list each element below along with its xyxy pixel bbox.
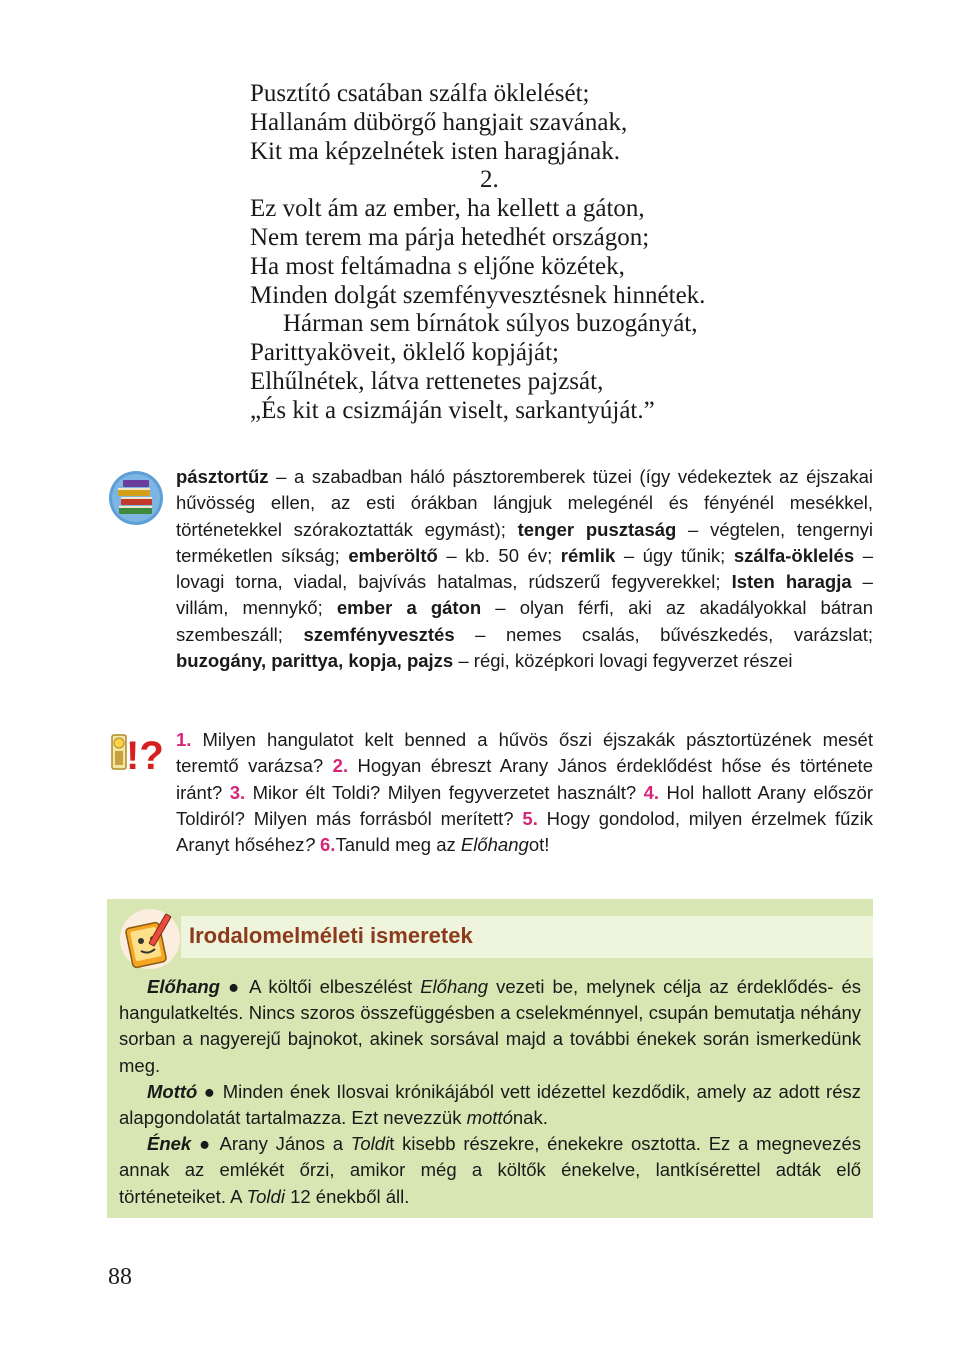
glossary-definition: – a szabadban háló pásztoremberek tüzei (így védekeztek az éjszakai hűvösség ellen, az esti órákban lángjuk melegénél és fényénél mesékkel, történetekkel szórakoztatták egymást); bbox=[176, 466, 873, 540]
glossary-term: szálfa-öklelés bbox=[733, 544, 855, 566]
books-icon bbox=[108, 470, 164, 526]
poem-line: Ha most feltámadna s eljőne közétek, bbox=[250, 252, 625, 280]
question-number: 6. bbox=[320, 834, 336, 856]
glossary-term: rémlik bbox=[560, 544, 616, 566]
theory-term: Mottó bbox=[147, 1080, 198, 1102]
theory-italic: mottó bbox=[466, 1107, 513, 1129]
glossary bbox=[108, 464, 873, 674]
theory-text: ● Arany János a bbox=[191, 1133, 351, 1155]
theory-term: Ének bbox=[147, 1133, 192, 1155]
theory-italic: Toldi bbox=[246, 1185, 285, 1207]
glossary-term: ember a gáton bbox=[336, 597, 482, 619]
glossary-term: Isten haragja bbox=[731, 571, 852, 593]
glossary-definition: – kb. 50 év; bbox=[437, 544, 561, 566]
glossary-term: szemfényvesztés bbox=[303, 623, 455, 645]
question-number: 1. bbox=[176, 729, 192, 750]
theory-paragraph bbox=[119, 974, 861, 1079]
notebook-pencil-icon bbox=[117, 907, 183, 971]
stanza-number: 2. bbox=[480, 166, 499, 194]
glossary-definition: – lovagi torna, viadal, bajvívás hatalmas, rúdszerű fegyverekkel; bbox=[176, 544, 873, 593]
question: Hogyan ébreszt Arany János érdeklődést hőse és története iránt? bbox=[176, 755, 873, 803]
glossary-term: emberöltő bbox=[348, 544, 438, 566]
theory-text: 12 énekből áll. bbox=[284, 1185, 410, 1207]
theory-italic: Előhang bbox=[420, 976, 489, 997]
poem-line: Hárman sem bírnátok súlyos buzogányát, bbox=[283, 310, 698, 338]
poem-line: Ez volt ám az ember, ha kellett a gáton, bbox=[250, 195, 645, 223]
poem-line: Pusztító csatában szálfa öklelését; bbox=[250, 80, 590, 107]
questions-text bbox=[108, 727, 873, 858]
theory-body bbox=[119, 974, 861, 1210]
page-number: 88 bbox=[108, 1264, 132, 1290]
glossary-text bbox=[108, 464, 873, 674]
question: Hol hallott Arany először Toldiról? Milyen más forrásból merített? bbox=[176, 781, 873, 829]
theory-paragraph bbox=[119, 1079, 861, 1131]
question: Tanuld meg az bbox=[335, 834, 461, 856]
question: Mikor élt Toldi? Milyen fegyverzetet használt? bbox=[245, 781, 644, 803]
theory-text: t kisebb részekre, énekekre osztotta. Ez a megnevezés annak az emlékét őrzi, amikor még a költők énekelve, lantkísérettel adták elő történeteiket. A bbox=[119, 1133, 861, 1207]
question: Hogy gondolod, milyen érzelmek fűzik Aranyt hőséhez bbox=[176, 807, 873, 856]
theory-text: vezeti be, melynek célja az érdeklődés- és hangulatkeltés. Nincs szoros összefüggésben a cselekménnyel, csupán bemutatja néhány sorban a nagyerejű bajnokot, akinek sorsával majd a további énekek során ismerkedünk meg. bbox=[119, 976, 861, 1076]
question-number: 3. bbox=[229, 781, 246, 803]
question-italic: Előhang bbox=[460, 834, 529, 856]
question-mark: ? bbox=[304, 834, 315, 856]
theory-paragraph bbox=[119, 1131, 861, 1210]
poem-line: Hallanám dübörgő hangjait szavának, bbox=[250, 108, 628, 136]
glossary-definition: – végtelen, tengernyi terméketlen síkság; bbox=[176, 518, 873, 566]
poem-line: „És kit a csizmáján viselt, sarkantyúját.” bbox=[250, 396, 655, 424]
poem-line: Nem terem ma párja hetedhét országon; bbox=[250, 223, 650, 251]
glossary-definition: – úgy tűnik; bbox=[615, 544, 734, 566]
theory-term: Előhang bbox=[147, 976, 220, 997]
glossary-term: buzogány, parittya, kopja, pajzs bbox=[176, 650, 454, 672]
glossary-definition: – nemes csalás, bűvészkedés, varázslat; bbox=[454, 623, 873, 645]
question-exclamation-icon bbox=[108, 729, 166, 777]
poem-line: Minden dolgát szemfényvesztésnek hinnétek. bbox=[250, 281, 706, 309]
theory-title: Irodalomelméleti ismeretek bbox=[189, 923, 473, 948]
question-number: 5. bbox=[522, 807, 538, 829]
question: Milyen hangulatot kelt benned a hűvös őszi éjszakák pásztortüzének mesét teremtő varázsa? bbox=[176, 729, 873, 777]
svg-text:!?: !? bbox=[126, 734, 164, 777]
theory-italic: Toldi bbox=[350, 1133, 390, 1155]
glossary-definition: – olyan férfi, aki az akadályokkal bátran szembeszáll; bbox=[176, 597, 873, 645]
theory-text: ● Minden ének Ilosvai krónikájából vett idézettel kezdődik, amely az adott rész alapgondolatát tartalmazza. Ezt nevezzük bbox=[119, 1080, 861, 1129]
theory-text: ● A költői elbeszélést bbox=[219, 976, 421, 997]
glossary-term: pásztortűz bbox=[176, 466, 269, 487]
question: ot! bbox=[528, 834, 550, 856]
poem-line: Kit ma képzelnétek isten haragjának. bbox=[250, 137, 620, 165]
question-number: 4. bbox=[643, 781, 660, 803]
poem bbox=[250, 80, 705, 426]
theory-box bbox=[107, 899, 873, 1218]
glossary-term: tenger pusztaság bbox=[517, 518, 677, 540]
poem-line: Parittyaköveit, öklelő kopjáját; bbox=[250, 339, 559, 367]
theory-header bbox=[181, 916, 873, 958]
question-number: 2. bbox=[332, 755, 349, 777]
questions bbox=[108, 727, 873, 858]
glossary-definition: – villám, mennykő; bbox=[176, 571, 873, 619]
glossary-definition: – régi, középkori lovagi fegyverzet részei bbox=[453, 650, 793, 672]
poem-line: Elhűlnétek, látva rettenetes pajzsát, bbox=[250, 367, 604, 395]
theory-text: nak. bbox=[512, 1107, 548, 1129]
